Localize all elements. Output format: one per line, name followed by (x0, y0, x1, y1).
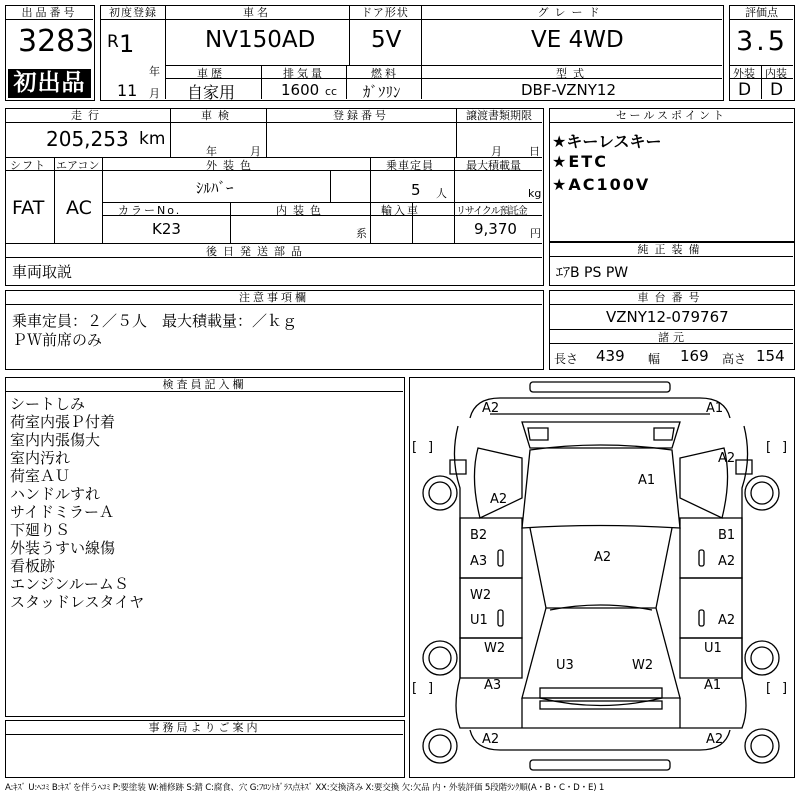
max-load-unit: kg (528, 187, 542, 200)
office-label: 事務局よりご案内 (6, 721, 403, 735)
lot-box (5, 5, 95, 101)
height-value: 154 (756, 347, 785, 365)
sales-points-box (549, 108, 795, 242)
model-code-value: DBF-VZNY12 (521, 81, 617, 99)
damage-mark: A2 (490, 492, 508, 507)
car-name-label: 車名 (165, 6, 349, 20)
sales-points-label: セールスポイント (550, 109, 793, 123)
aircon-value: AC (66, 197, 92, 219)
capacity-label: 乗車定員 (386, 159, 434, 172)
genuine-value: ｴｱB PS PW (556, 265, 629, 281)
recycle-unit: 円 (530, 227, 541, 240)
interior-color-unit: 系 (356, 227, 367, 240)
lot-number: 3283 (18, 24, 95, 59)
sales-point-2: ★ETC (552, 152, 608, 171)
first-reg-month-unit: 月 (149, 87, 160, 100)
inspector-item: スタッドレスタイヤ (10, 593, 145, 611)
inspector-list (10, 395, 144, 611)
door-label: ドア形状 (349, 6, 421, 20)
damage-mark: W2 (470, 588, 492, 603)
notes-line-2: ＰＷ前席のみ (12, 331, 103, 349)
damage-mark: B1 (718, 528, 736, 543)
damage-mark: U1 (704, 641, 722, 656)
length-value: 439 (596, 347, 625, 365)
bracket: ] (428, 440, 434, 455)
bracket: [ (766, 440, 772, 455)
first-listing-badge: 初出品 (8, 69, 91, 98)
later-parts-label: 後日発送部品 (206, 245, 308, 258)
displacement-value: 1600 (281, 81, 320, 99)
first-reg-era: R (107, 32, 119, 52)
aircon-label: エアコン (56, 159, 100, 172)
damage-mark: A1 (706, 401, 724, 416)
car-diagram (410, 378, 793, 776)
damage-mark: U1 (470, 613, 488, 628)
mileage-label: 走行 (6, 109, 170, 123)
inspector-item: 室内汚れ (10, 449, 71, 467)
bracket: ] (782, 440, 788, 455)
main-info-box (100, 5, 724, 101)
exterior-rating-value: D (738, 80, 752, 100)
first-reg-year-unit: 年 (149, 65, 160, 78)
import-label: 輸入車 (381, 204, 420, 217)
legend: A:ｷｽﾞ U:ﾍｺﾐ B:ｷｽﾞを伴うﾍｺﾐ P:要塗装 W:補修跡 S:錆 C:腐食、穴 G:ﾌﾛﾝﾄｶﾞﾗｽ点ｷｽﾞ XX:交換済み X:要交換 欠:欠品 内・外装評価 5段階ﾗﾝｸ順(A・B・C・D・E) 1 (5, 783, 605, 793)
sales-point-3: ★AC100V (552, 175, 651, 194)
inspector-item: 室内内張傷大 (10, 431, 101, 449)
car-name-value: NV150AD (205, 27, 316, 53)
reg-no-label: 登録番号 (266, 109, 456, 123)
exterior-color-label: 外装色 (206, 159, 257, 172)
bracket: [ (412, 440, 418, 455)
transfer-month-unit: 月 (491, 145, 502, 158)
notes-label: 注意事項欄 (6, 291, 542, 305)
interior-rating-label: 内装 (765, 67, 787, 80)
inspector-item: 外装うすい線傷 (10, 539, 116, 557)
genuine-label: 純正装備 (550, 243, 793, 257)
damage-mark: A3 (484, 678, 502, 693)
capacity-value: 5 (411, 181, 421, 199)
inspector-item: エンジンルームＳ (10, 575, 129, 593)
specs-label: 諸元 (658, 331, 688, 344)
color-no-label: カラーNo. (118, 204, 182, 217)
damage-mark: A2 (718, 613, 736, 628)
bracket: [ (412, 681, 418, 696)
inspection-label: 車検 (170, 109, 266, 123)
first-reg-year: 1 (119, 30, 135, 58)
bracket: ] (782, 681, 788, 696)
chassis-label: 車台番号 (550, 291, 793, 305)
displacement-label: 排気量 (283, 67, 325, 80)
model-code-label: 型式 (556, 67, 590, 80)
rating-box (729, 5, 795, 101)
chassis-box (549, 290, 795, 370)
interior-color-label: 内装色 (276, 204, 327, 217)
width-value: 169 (680, 347, 709, 365)
damage-mark: A1 (704, 678, 722, 693)
door-value: 5V (371, 27, 402, 53)
bracket: [ (766, 681, 772, 696)
damage-mark: A2 (706, 732, 724, 747)
sales-point-1: ★キーレスキー (552, 132, 662, 151)
inspector-item: シートしみ (10, 395, 86, 413)
displacement-unit: cc (325, 85, 338, 98)
color-no-value: K23 (152, 220, 181, 238)
transfer-label: 譲渡書類期限 (456, 109, 542, 123)
grade-value: VE 4WD (531, 27, 624, 53)
shift-label: シフト (10, 159, 46, 172)
damage-mark: A3 (470, 554, 488, 569)
exterior-rating-label: 外装 (733, 67, 755, 80)
fuel-value: ｶﾞｿﾘﾝ (363, 83, 401, 101)
interior-rating-value: D (770, 80, 784, 100)
inspector-item: 下廻りＳ (10, 521, 71, 539)
exterior-color-value: ｼﾙﾊﾞｰ (196, 179, 234, 197)
damage-mark: A1 (638, 473, 656, 488)
notes-box (5, 290, 544, 370)
rating-label: 評価点 (730, 6, 793, 20)
grade-label: グレード (421, 6, 722, 20)
height-label: 高さ (722, 352, 747, 366)
damage-mark: U3 (556, 658, 574, 673)
chassis-value: VZNY12-079767 (606, 308, 729, 326)
damage-mark: A2 (482, 401, 500, 416)
recycle-value: 9,370 (474, 220, 517, 238)
damage-mark: A2 (718, 451, 736, 466)
history-value: 自家用 (187, 83, 236, 102)
inspector-item: 荷室内張Ｐ付着 (10, 413, 116, 431)
inspector-item: ハンドルすれ (10, 485, 101, 503)
bracket: ] (428, 681, 434, 696)
damage-mark: B2 (470, 528, 488, 543)
inspector-box (5, 377, 405, 717)
shift-value: FAT (12, 197, 45, 219)
max-load-label: 最大積載量 (466, 159, 521, 172)
car-diagram-box (409, 377, 795, 778)
damage-mark: A2 (594, 550, 612, 565)
detail-box (5, 108, 544, 286)
capacity-unit: 人 (436, 187, 447, 200)
damage-mark: W2 (632, 658, 654, 673)
inspection-month-unit: 月 (250, 145, 261, 158)
genuine-box (549, 242, 795, 286)
mileage-value: 205,253 (46, 127, 129, 151)
transfer-day-unit: 日 (529, 145, 540, 158)
damage-mark: A2 (482, 732, 500, 747)
recycle-label: リサイクル預託金 (456, 206, 527, 217)
inspection-year-unit: 年 (206, 145, 217, 158)
damage-mark: A2 (718, 554, 736, 569)
inspector-item: 看板跡 (10, 557, 56, 575)
fuel-label: 燃料 (371, 67, 399, 80)
lot-label: 出品番号 (6, 6, 93, 20)
inspector-item: 荷室ＡＵ (10, 467, 71, 485)
inspector-label: 検査員記入欄 (6, 378, 403, 392)
rating-value: 3.5 (736, 26, 788, 57)
width-label: 幅 (648, 352, 661, 366)
history-label: 車歴 (197, 67, 225, 80)
office-box (5, 720, 405, 778)
inspector-item: サイドミラーＡ (10, 503, 114, 521)
mileage-unit: km (139, 129, 166, 149)
notes-line-1: 乗車定員：２／５人 最大積載量：／ｋｇ (12, 312, 298, 330)
later-parts-value: 車両取説 (12, 263, 73, 281)
first-reg-label: 初度登録 (101, 6, 165, 20)
first-reg-month: 11 (117, 81, 138, 100)
damage-mark: W2 (484, 641, 506, 656)
length-label: 長さ (554, 352, 579, 366)
